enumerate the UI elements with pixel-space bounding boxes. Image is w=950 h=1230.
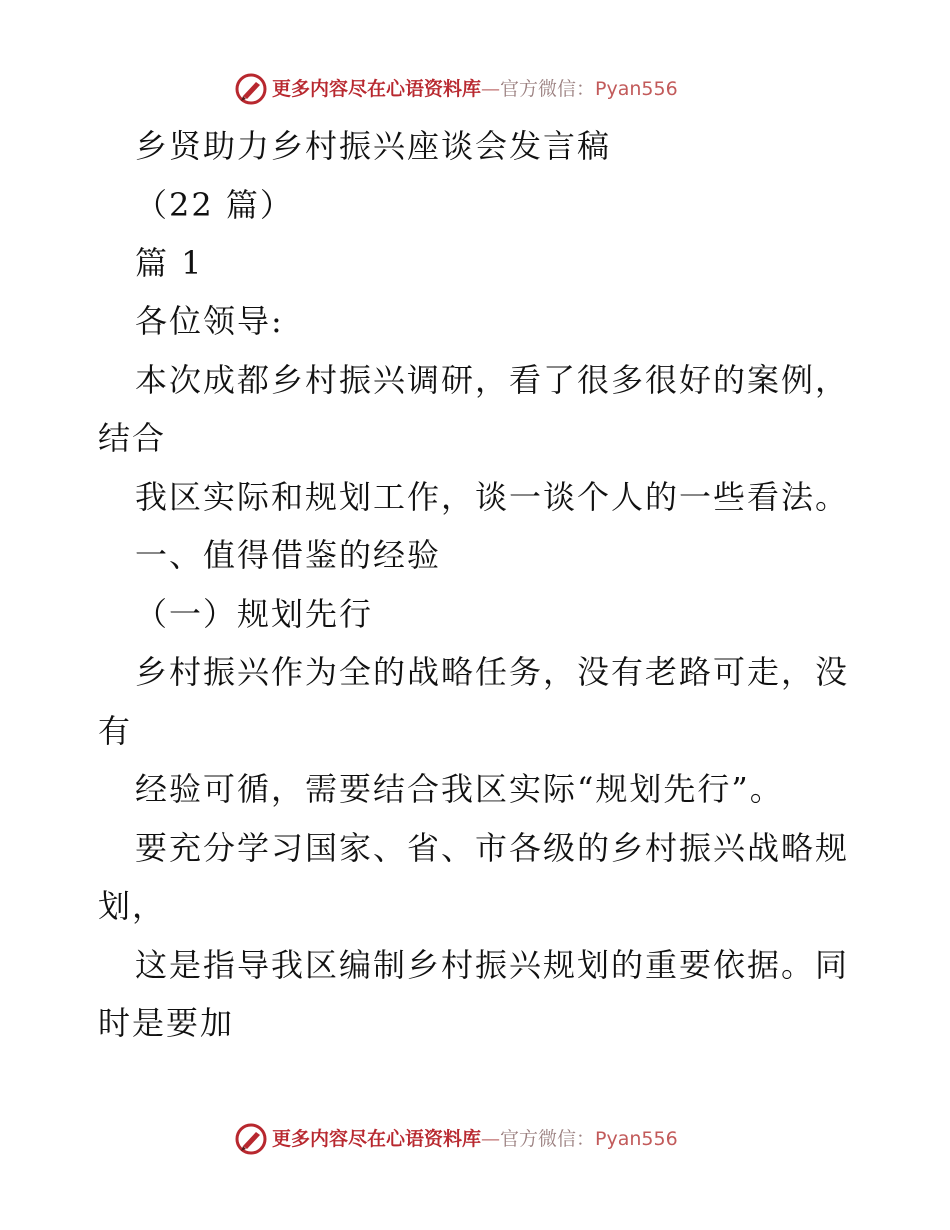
paragraph-line: 经验可循，需要结合我区实际“规划先行”。 [135,770,784,808]
banner-separator: — [481,1128,501,1150]
paragraph-line: 本次成都乡村振兴调研，看了很多很好的案例， [135,361,850,399]
banner-text [272,1126,678,1152]
paragraph-line: 这是指导我区编制乡村振兴规划的重要依据。同 [135,946,850,984]
paragraph-line: 时是要加 [98,1004,235,1042]
paragraph-line: 要充分学习国家、省、市各级的乡村振兴战略规 [135,829,850,867]
banner-wechat-id: Pyan556 [595,1128,678,1150]
paragraph-line: 乡村振兴作为全的战略任务，没有老路可走，没 [135,653,850,691]
paragraph-line: 我区实际和规划工作，谈一谈个人的一些看法。 [135,478,850,516]
pen-logo-icon [234,72,268,106]
banner-separator: — [481,78,501,100]
document-title: 乡贤助力乡村振兴座谈会发言稿 [135,127,612,165]
paragraph-line: 结合 [98,419,167,457]
banner-wechat-id: Pyan556 [595,78,678,100]
document-subtitle: （22 篇） [135,186,294,224]
pen-logo-icon [234,1122,268,1156]
banner-main-text: 更多内容尽在心语资料库 [272,1128,482,1150]
paragraph-line: 有 [98,712,133,750]
paragraph-line: 划， [98,887,167,925]
footer-watermark-banner [0,1120,950,1160]
banner-label: 官方微信： [500,78,596,100]
banner-main-text: 更多内容尽在心语资料库 [272,78,482,100]
subheading: 一、值得借鉴的经验 [135,536,442,574]
salutation: 各位领导: [135,302,284,340]
subheading: （一）规划先行 [135,595,374,633]
section-heading: 篇 1 [135,244,204,282]
banner-label: 官方微信： [500,1128,596,1150]
banner-text [272,76,678,102]
header-watermark-banner [0,70,950,110]
